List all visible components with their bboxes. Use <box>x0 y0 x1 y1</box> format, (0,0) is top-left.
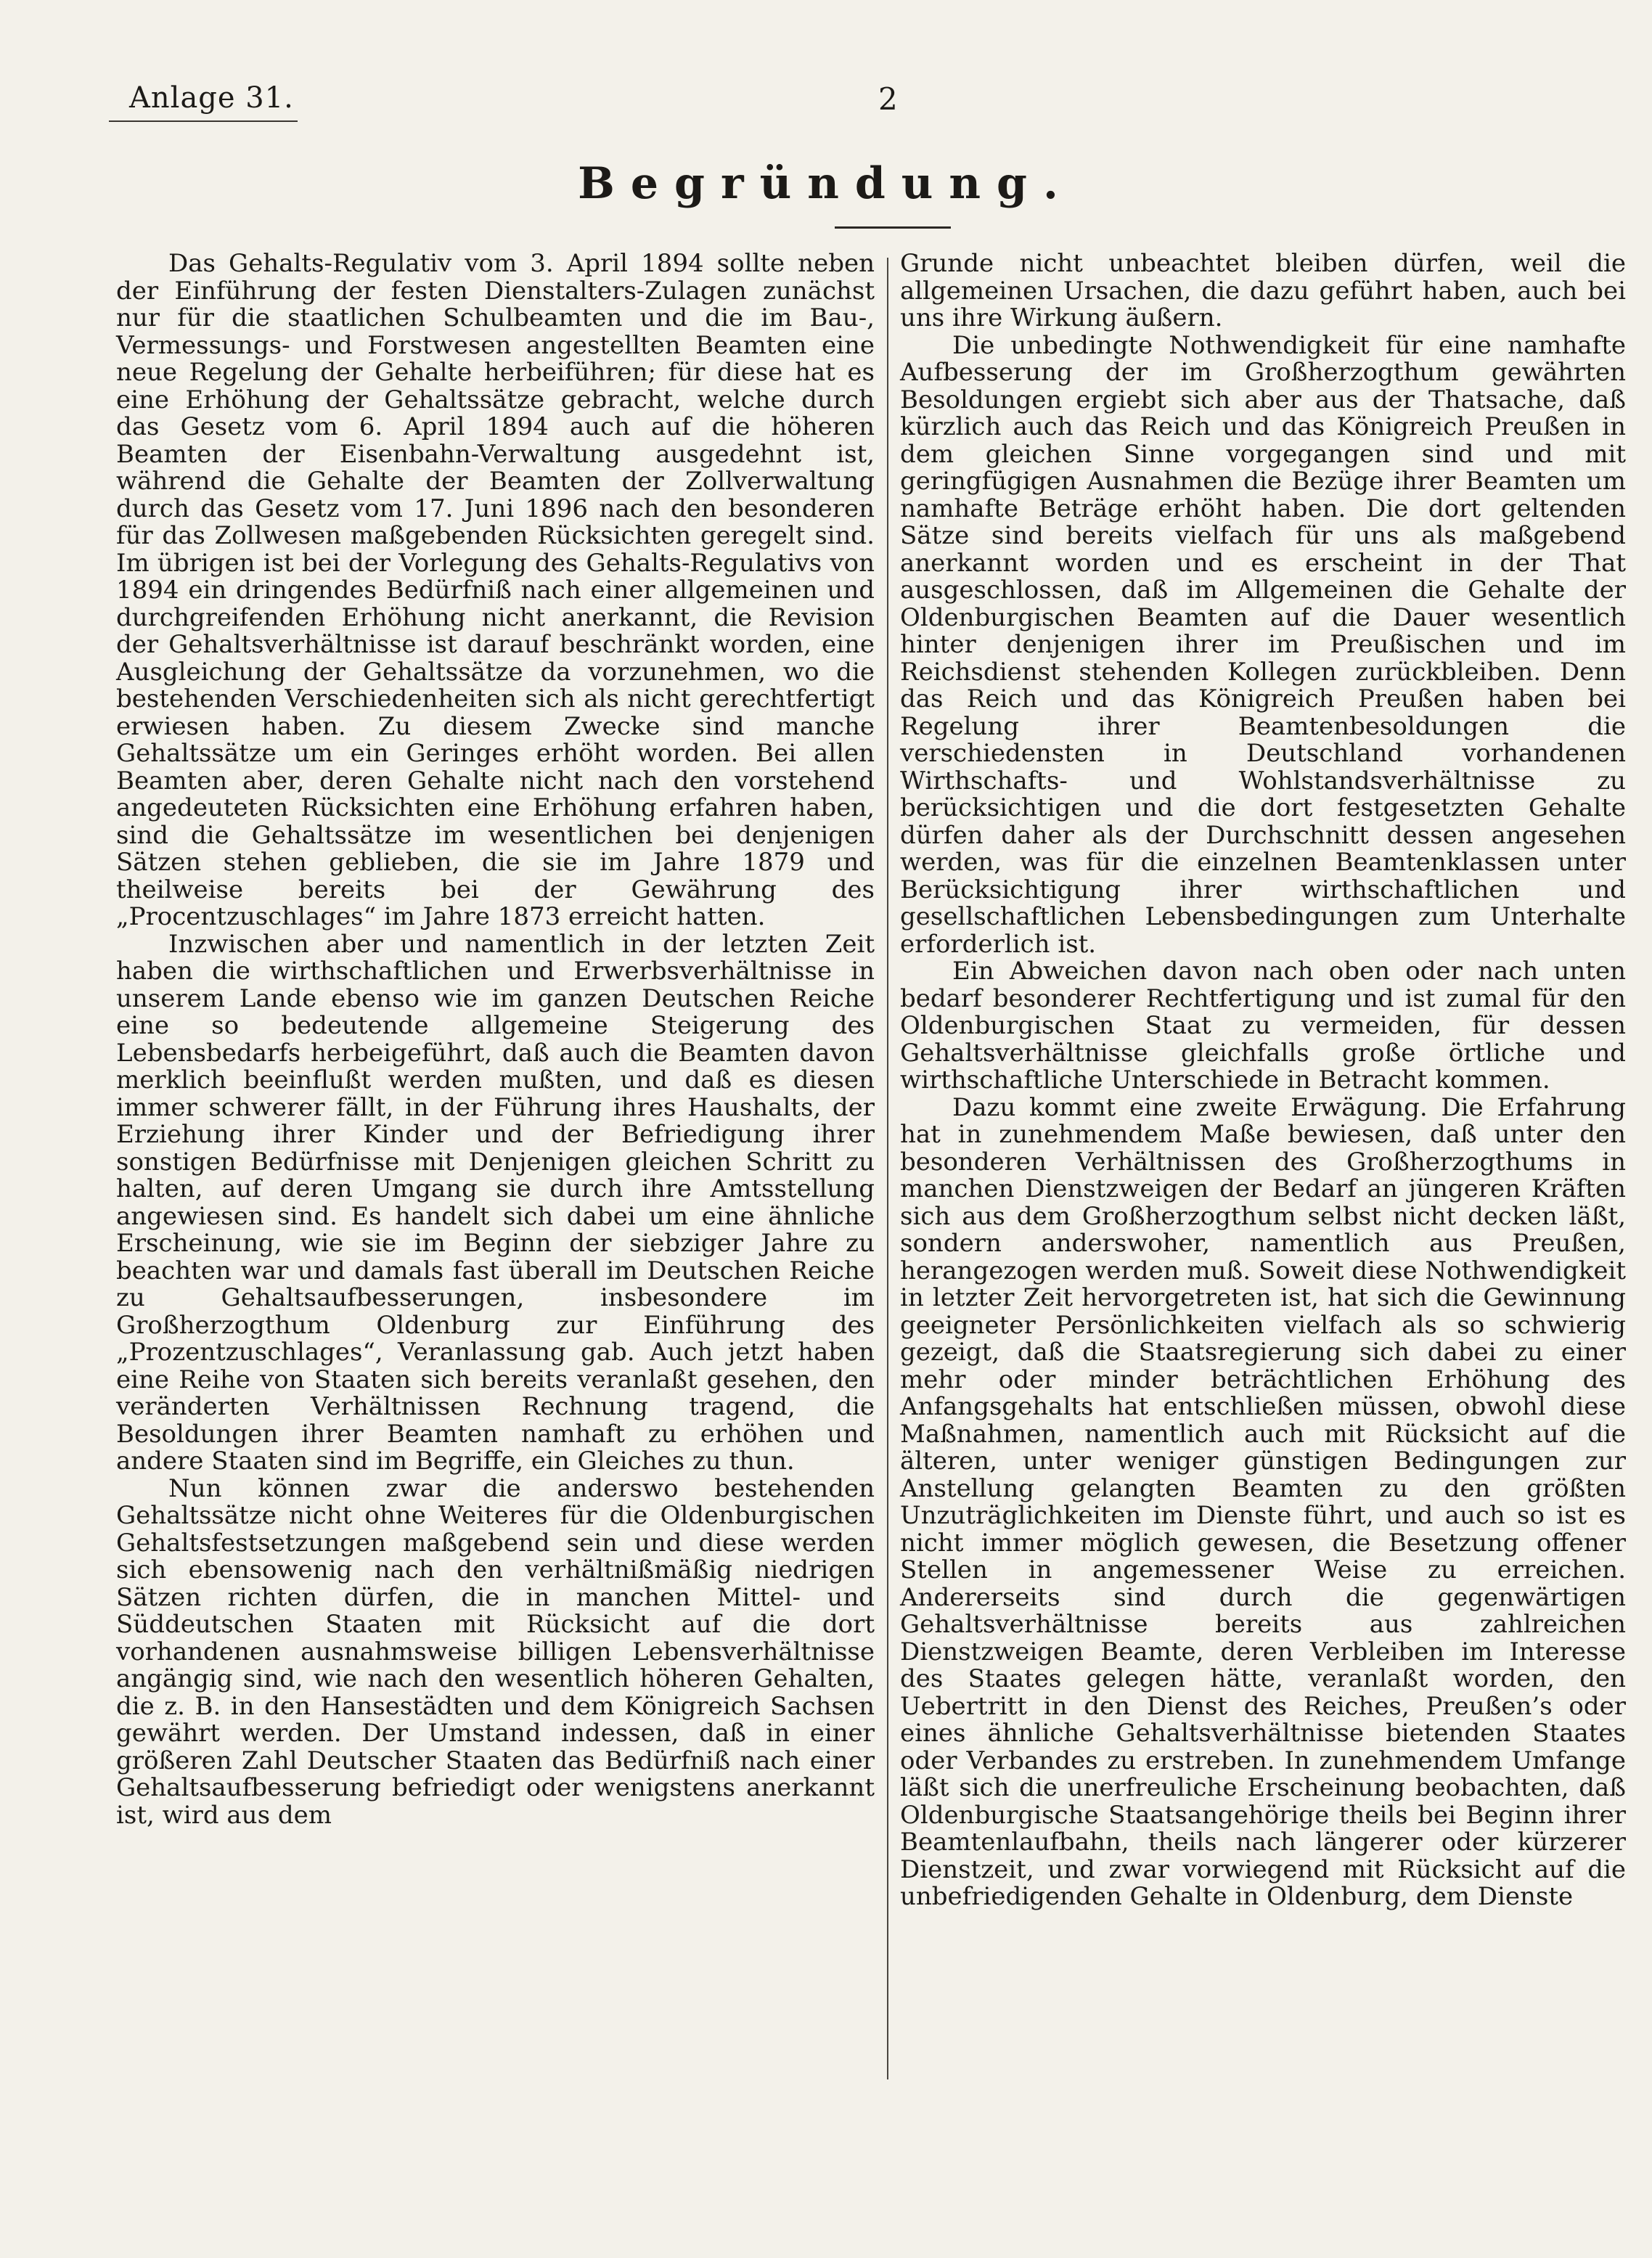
paragraph: Das Gehalts-Regulativ vom 3. April 1894 sollte neben der Einführung der festen Dienstalters-Zulagen zunächst nur für die staatlichen Schulbeamten und die im Bau-, Vermessungs- und Forstwesen angestellten Beamten eine neue Regelung der Gehalte herbeiführen; für diese hat es eine Erhöhung der Gehaltssätze gebracht, welche durch das Gesetz vom 6. April 1894 auch auf die höheren Beamten der Eisenbahn-Verwaltung ausgedehnt ist, während die Gehalte der Beamten der Zollverwaltung durch das Gesetz vom 17. Juni 1896 nach den besonderen für das Zollwesen maßgebenden Rücksichten geregelt sind. Im übrigen ist bei der Vorlegung des Gehalts-Regulativs von 1894 ein dringendes Bedürfniß nach einer allgemeinen und durchgreifenden Erhöhung nicht anerkannt, die Revision der Gehaltsverhältnisse ist darauf beschränkt worden, eine Ausgleichung der Gehaltssätze da vorzunehmen, wo die bestehenden Verschiedenheiten sich als nicht gerechtfertigt erwiesen haben. Zu diesem Zwecke sind manche Gehaltssätze um ein Geringes erhöht worden. Bei allen Beamten aber, deren Gehalte nicht nach den vorstehend angedeuteten Rücksichten eine Erhöhung erfahren haben, sind die Gehaltssätze im wesentlichen bei denjenigen Sätzen stehen geblieben, die sie im Jahre 1879 und theilweise bereits bei der Gewährung des „Procentzuschlages“ im Jahre 1873 erreicht hatten. <box>116 249 875 931</box>
page-number: 2 <box>878 81 898 117</box>
right-column <box>900 250 1626 1911</box>
paragraph: Inzwischen aber und namentlich in der letzten Zeit haben die wirthschaftlichen und Erwerbsverhältnisse in unserem Lande ebenso wie im ganzen Deutschen Reiche eine so bedeutende allgemeine Steigerung des Lebensbedarfs herbeigeführt, daß auch die Beamten davon merklich beeinflußt werden mußten, und daß es diesen immer schwerer fällt, in der Führung ihres Haushalts, der Erziehung ihrer Kinder und der Befriedigung ihrer sonstigen Bedürfnisse mit Denjenigen gleichen Schritt zu halten, auf deren Umgang sie durch ihre Amtsstellung angewiesen sind. Es handelt sich dabei um eine ähnliche Erscheinung, wie sie im Beginn der siebziger Jahre zu beachten war und damals fast überall im Deutschen Reiche zu Gehaltsaufbesserungen, insbesondere im Großherzogthum Oldenburg zur Einführung des „Prozentzuschlages“, Veranlassung gab. Auch jetzt haben eine Reihe von Staaten sich bereits veranlaßt gesehen, den veränderten Verhältnissen Rechnung tragend, die Besoldungen ihrer Beamten namhaft zu erhöhen und andere Staaten sind im Begriffe, ein Gleiches zu thun. <box>116 929 875 1476</box>
paragraph: Ein Abweichen davon nach oben oder nach unten bedarf besonderer Rechtfertigung und ist zumal für den Oldenburgischen Staat zu vermeiden, für dessen Gehaltsverhältnisse gleichfalls große örtliche und wirthschaftliche Unterschiede in Betracht kommen. <box>900 957 1626 1095</box>
paragraph: Die unbedingte Nothwendigkeit für eine namhafte Aufbesserung der im Großherzogthum gewährten Besoldungen ergiebt sich aber aus der Thatsache, daß kürzlich auch das Reich und das Königreich Preußen in dem gleichen Sinne vorgegangen sind und mit geringfügigen Ausnahmen die Bezüge ihrer Beamten um namhafte Beträge erhöht haben. Die dort geltenden Sätze sind bereits vielfach für uns als maßgebend anerkannt worden und es erscheint in der That ausgeschlossen, daß im Allgemeinen die Gehalte der Oldenburgischen Beamten auf die Dauer wesentlich hinter denjenigen ihrer im Preußischen und im Reichsdienst stehenden Kollegen zurückbleiben. Denn das Reich und das Königreich Preußen haben bei Regelung ihrer Beamtenbesoldungen die verschiedensten in Deutschland vorhandenen Wirthschafts- und Wohlstandsverhältnisse zu berücksichtigen und die dort festgesetzten Gehalte dürfen daher als der Durchschnitt dessen angesehen werden, was für die einzelnen Beamtenklassen unter Berücksichtigung ihrer wirthschaftlichen und gesellschaftlichen Lebensbedingungen zum Unterhalte erforderlich ist. <box>900 330 1626 959</box>
column-divider <box>887 258 888 2079</box>
paragraph: Grunde nicht unbeachtet bleiben dürfen, weil die allgemeinen Ursachen, die dazu geführt haben, auch bei uns ihre Wirkung äußern. <box>900 249 1626 332</box>
appendix-underline <box>109 120 298 122</box>
title-rule <box>835 226 951 229</box>
left-column <box>116 250 875 1829</box>
paragraph: Nun können zwar die anderswo bestehenden Gehaltssätze nicht ohne Weiteres für die Oldenburgischen Gehaltsfestsetzungen maßgebend sein und diese werden sich ebensowenig nach den verhältnißmäßig niedrigen Sätzen richten dürfen, die in manchen Mittel- und Süddeutschen Staaten mit Rücksicht auf die dort vorhandenen ausnahmsweise billigen Lebensverhältnisse angängig sind, wie nach den wesentlich höheren Gehalten, die z. B. in den Hansestädten und dem Königreich Sachsen gewährt werden. Der Umstand indessen, daß in einer größeren Zahl Deutscher Staaten das Bedürfniß nach einer Gehaltsaufbesserung befriedigt oder wenigstens anerkannt ist, wird aus dem <box>116 1473 875 1830</box>
page-title: Begründung. <box>578 158 1074 209</box>
paragraph: Dazu kommt eine zweite Erwägung. Die Erfahrung hat in zunehmendem Maße bewiesen, daß unter den besonderen Verhältnissen des Großherzogthums in manchen Dienstzweigen der Bedarf an jüngeren Kräften sich aus dem Großherzogthum selbst nicht decken läßt, sondern anderswoher, namentlich aus Preußen, herangezogen werden muß. Soweit diese Nothwendigkeit in letzter Zeit hervorgetreten ist, hat sich die Gewinnung geeigneter Persönlichkeiten vielfach als so schwierig gezeigt, daß die Staatsregierung sich dabei zu einer mehr oder minder beträchtlichen Erhöhung des Anfangsgehalts hat entschließen müssen, obwohl diese Maßnahmen, namentlich auch mit Rücksicht auf die älteren, unter weniger günstigen Bedingungen zur Anstellung gelangten Beamten zu den größten Unzuträglichkeiten im Dienste führt, und auch so ist es nicht immer möglich gewesen, die Besetzung offener Stellen in angemessener Weise zu erreichen. Andererseits sind durch die gegenwärtigen Gehaltsverhältnisse bereits aus zahlreichen Dienstzweigen Beamte, deren Verbleiben im Interesse des Staates gelegen hätte, veranlaßt worden, den Uebertritt in den Dienst des Reiches, Preußen’s oder eines ähnliche Gehaltsverhältnisse bietenden Staates oder Verbandes zu erstreben. In zunehmendem Umfange läßt sich die unerfreuliche Erscheinung beobachten, daß Oldenburgische Staatsangehörige theils bei Beginn ihrer Beamtenlaufbahn, theils nach längerer oder kürzerer Dienstzeit, und zwar vorwiegend mit Rücksicht auf die unbefriedigenden Gehalte in Oldenburg, dem Dienste <box>900 1092 1626 1911</box>
appendix-label: Anlage 31. <box>129 81 294 115</box>
